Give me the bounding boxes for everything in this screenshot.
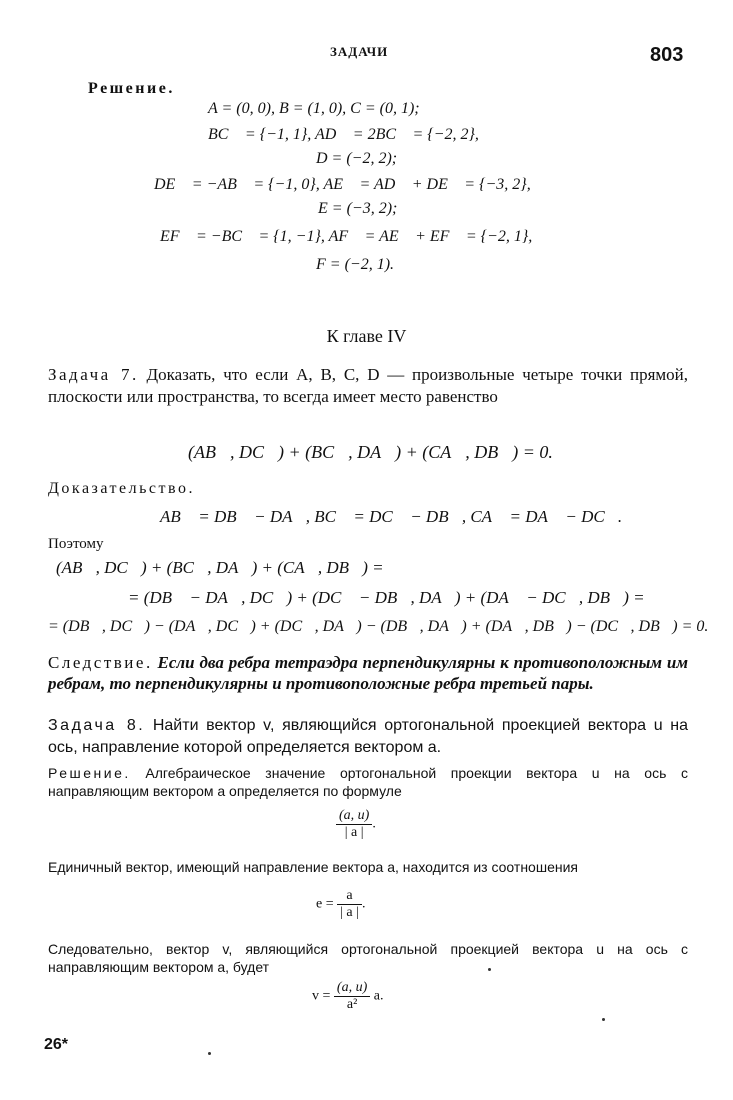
unit-vector-paragraph: Единичный вектор, имеющий направление вектора a, находится из соотношения [48,859,578,875]
signature-mark: 26* [44,1036,69,1053]
therefore-word: Поэтому [48,536,104,552]
formula-unit-vector [316,888,365,921]
task7-equation: (AB⃗, DC⃗) + (BC⃗, DA⃗) + (CA⃗, DB⃗) = 0. [188,442,553,462]
task8-solution-text: Алгебраическое значение ортогональной проекции вектора u на ось с направляющим вектором a определяется по формуле [48,765,688,799]
formula-projection [336,808,376,841]
solution-line-3: D = (−2, 2); [316,150,398,167]
task8-paragraph [48,715,688,759]
formula-result [312,980,383,1013]
scan-speck [488,968,491,971]
task8-label: Задача 8. [48,717,146,734]
solution-line-6: EF⃗ = −BC⃗ = {1, −1}, AF⃗ = AE⃗ + EF⃗ = {−2, 1}, [160,228,533,245]
chain-line-2: = (DB⃗ − DA⃗, DC⃗) + (DC⃗ − DB⃗, DA⃗) + (DA⃗ − DC⃗, DB⃗) = [128,588,645,607]
formula2-lhs: e = [316,896,334,912]
task7-text: Доказать, что если A, B, C, D — произвольные четыре точки прямой, плоскости или пространства, то всегда имеет место равенство [48,365,689,406]
solution-line-5: E = (−3, 2); [318,200,398,217]
formula2-numerator: a [337,888,362,905]
task7-paragraph [48,364,688,408]
task8-text: Найти вектор v, являющийся ортогональной проекцией вектора u на ось, направление которой определяется вектором a. [48,717,689,756]
chain-line-1: (AB⃗, DC⃗) + (BC⃗, DA⃗) + (CA⃗, DB⃗) = [56,558,384,577]
formula3-tail: a. [373,988,384,1004]
chain-line-3: = (DB⃗, DC⃗) − (DA⃗, DC⃗) + (DC⃗, DA⃗) − (DB⃗, DA⃗) + (DA⃗, DB⃗) − (DC⃗, DB⃗) = 0. [48,618,709,635]
solution-line-1: A = (0, 0), B = (1, 0), C = (0, 1); [208,100,420,117]
formula3-denominator: a² [346,997,358,1012]
task8-solution-paragraph [48,764,688,800]
solution-line-4: DE⃗ = −AB⃗ = {−1, 0}, AE⃗ = AD⃗ + DE⃗ = {−3, 2}, [154,176,531,193]
formula1-numerator: (a, u) [336,808,372,825]
running-title: ЗАДАЧИ [330,44,389,59]
solution-line-7: F = (−2, 1). [316,256,395,273]
corollary-text: Если два ребра тетраэдра перпендикулярны к противоположным им ребрам, то перпендикулярны и противоположные ребра третьей пары. [48,653,688,693]
task7-label: Задача 7. [48,365,139,384]
formula1-tail: . [372,816,376,832]
solution-label: Решение. [88,80,175,97]
proof-line: AB⃗ = DB⃗ − DA⃗, BC⃗ = DC⃗ − DB⃗, CA⃗ = DA⃗ − DC⃗. [160,507,623,526]
page-number: 803 [650,44,684,66]
corollary-paragraph [48,652,688,694]
formula2-denominator: | a | [340,905,359,920]
formula3-lhs: v = [312,988,331,1004]
result-paragraph: Следовательно, вектор v, являющийся ортогональной проекцией вектора u на ось с направляющим вектором a, будет [48,941,688,975]
corollary-label: Следствие. [48,653,153,672]
formula2-tail: . [361,896,366,912]
formula3-numerator: (a, u) [334,980,370,997]
proof-label: Доказательство. [48,480,195,497]
solution-line-2: BC⃗ = {−1, 1}, AD⃗ = 2BC⃗ = {−2, 2}, [208,126,479,143]
chapter-title: К главе IV [326,326,407,346]
formula1-denominator: | a | [344,825,364,840]
task8-solution-label: Решение. [48,765,131,781]
scan-speck [208,1052,211,1055]
scan-speck [602,1018,605,1021]
